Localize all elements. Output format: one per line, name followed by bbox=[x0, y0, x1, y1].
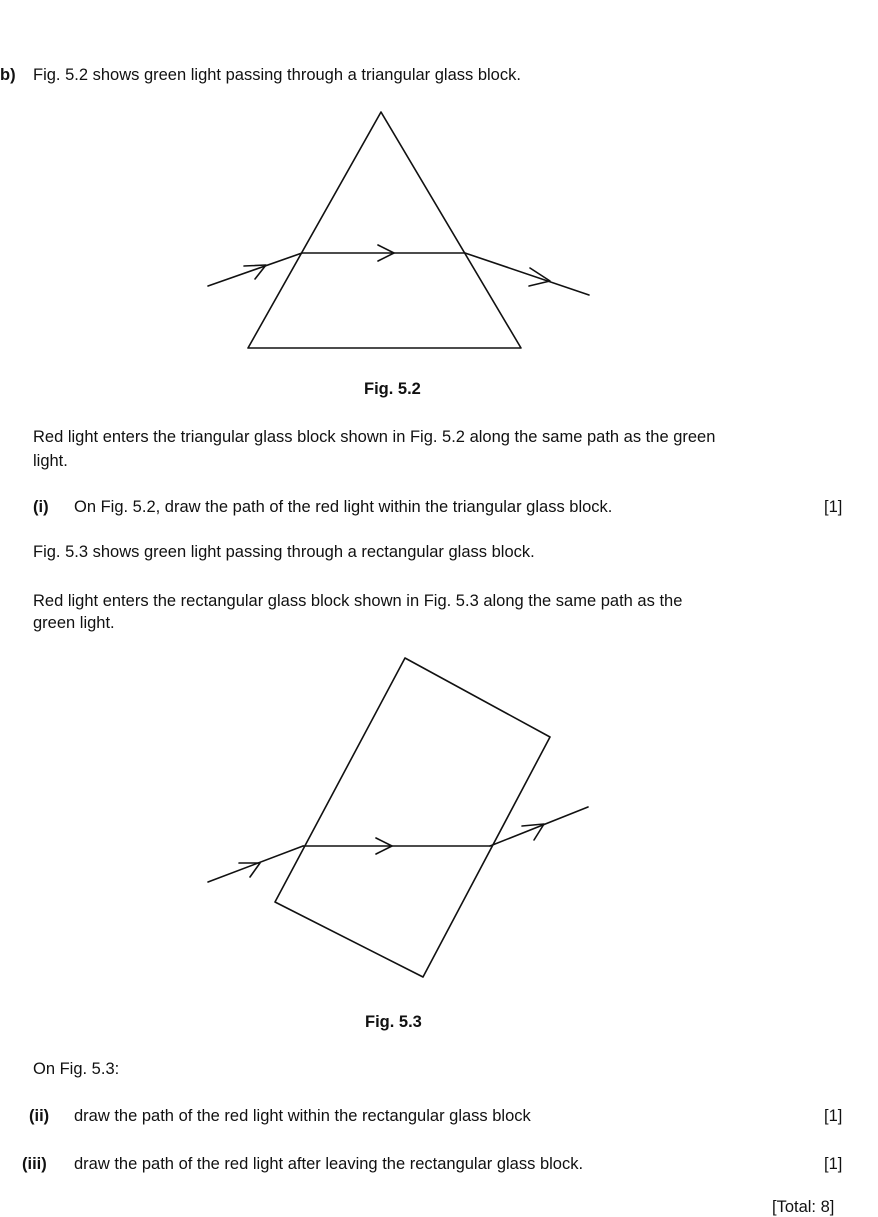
red-light-triangle-line2: light. bbox=[33, 452, 68, 470]
question-ii-marks: [1] bbox=[824, 1107, 843, 1125]
red-light-rect-line1: Red light enters the rectangular glass block shown in Fig. 5.3 along the same path as the bbox=[33, 592, 683, 610]
question-iii-marks: [1] bbox=[824, 1155, 843, 1173]
red-light-triangle-line1: Red light enters the triangular glass block shown in Fig. 5.2 along the same path as the green bbox=[33, 428, 716, 446]
part-label: b) bbox=[0, 66, 16, 84]
on-fig-5-3-text: On Fig. 5.3: bbox=[33, 1060, 120, 1078]
question-i-marks: [1] bbox=[824, 498, 843, 516]
fig-5-3-caption: Fig. 5.3 bbox=[365, 1013, 422, 1031]
question-i-label: (i) bbox=[33, 498, 49, 516]
question-ii-label: (ii) bbox=[29, 1107, 50, 1125]
part-intro-text: Fig. 5.2 shows green light passing through a triangular glass block. bbox=[33, 66, 521, 84]
incident-ray-rect-arrowhead bbox=[239, 863, 260, 877]
fig-5-2-caption: Fig. 5.2 bbox=[364, 380, 421, 398]
total-marks: [Total: 8] bbox=[772, 1198, 835, 1216]
rectangular-intro-text: Fig. 5.3 shows green light passing through a rectangular glass block. bbox=[33, 543, 535, 561]
emergent-ray-rect bbox=[490, 807, 588, 846]
question-iii-text: draw the path of the red light after leaving the rectangular glass block. bbox=[74, 1155, 584, 1173]
rectangular-glass-block bbox=[275, 658, 550, 977]
question-ii-text: draw the path of the red light within the rectangular glass block bbox=[74, 1107, 531, 1125]
red-light-rect-line2: green light. bbox=[33, 614, 115, 632]
question-iii-label: (iii) bbox=[22, 1155, 47, 1173]
question-i-text: On Fig. 5.2, draw the path of the red light within the triangular glass block. bbox=[74, 498, 613, 516]
